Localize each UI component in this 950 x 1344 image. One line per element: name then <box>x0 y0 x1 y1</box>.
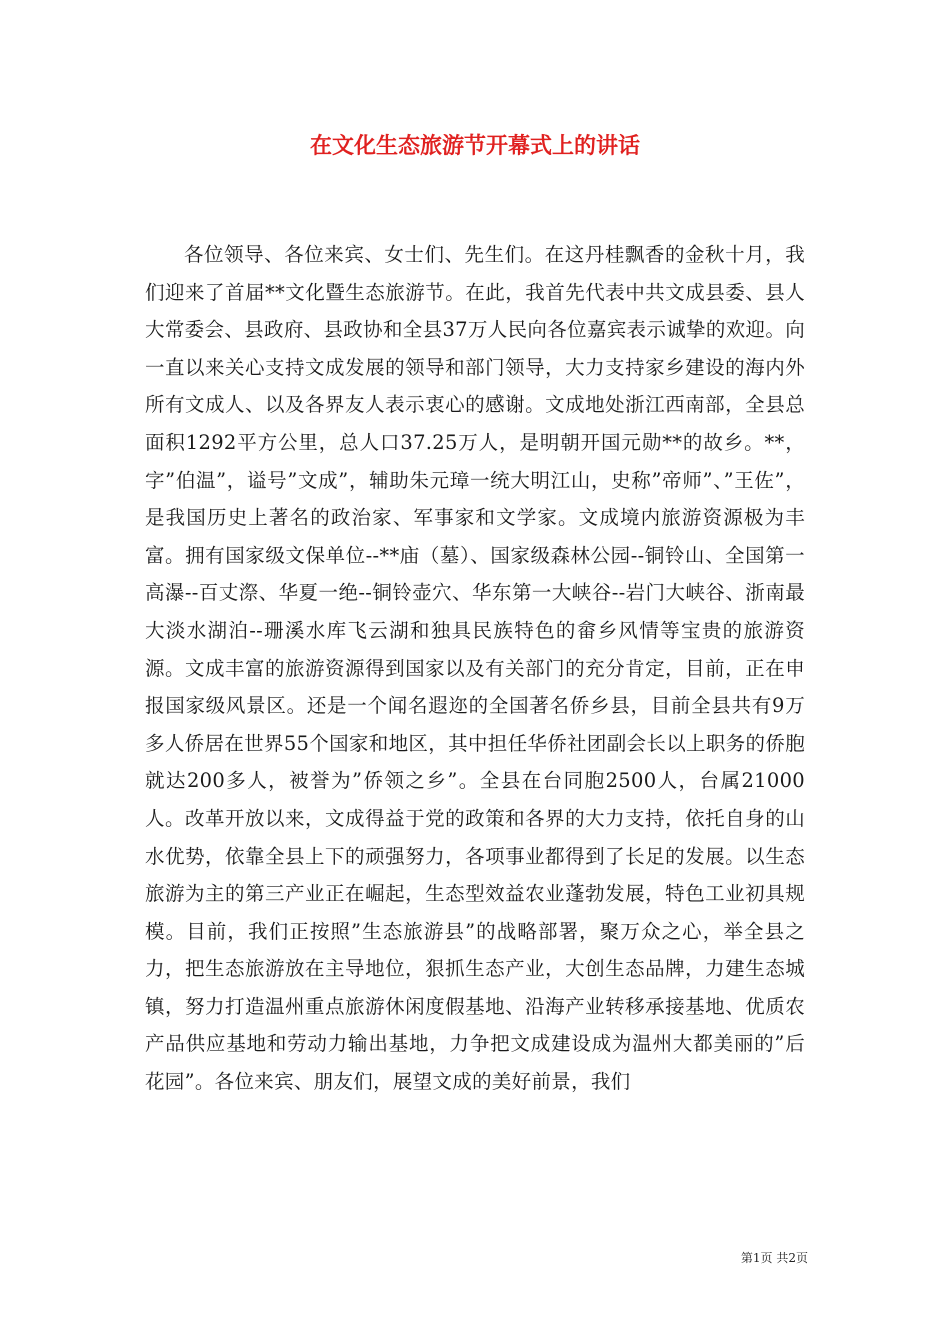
document-title: 在文化生态旅游节开幕式上的讲话 <box>309 133 640 159</box>
document-body-paragraph: 各位领导、各位来宾、女士们、先生们。在这丹桂飘香的金秋十月，我们迎来了首届**文化暨生态旅游节。在此，我首先代表中共文成县委、县人大常委会、县政府、县政协和全县37万人民向各位嘉宾表示诚挚的欢迎。向一直以来关心支持文成发展的领导和部门领导，大力支持家乡建设的海内外所有文成人、以及各界友人表示衷心的感谢。文成地处浙江西南部，全县总面积1292平方公里，总人口37.25万人，是明朝开国元勋**的故乡。**，字”伯温”，谥号”文成”，辅助朱元璋一统大明江山，史称”帝师”、”王佐”，是我国历史上著名的政治家、军事家和文学家。文成境内旅游资源极为丰富。拥有国家级文保单位--**庙（墓）、国家级森林公园--铜铃山、全国第一高瀑--百丈漈、华夏一绝--铜铃壶穴、华东第一大峡谷--岩门大峡谷、浙南最大淡水湖泊--珊溪水库飞云湖和独具民族特色的畲乡风情等宝贵的旅游资源。文成丰富的旅游资源得到国家以及有关部门的充分肯定，目前，正在申报国家级风景区。还是一个闻名遐迩的全国著名侨乡县，目前全县共有9万多人侨居在世界55个国家和地区，其中担任华侨社团副会长以上职务的侨胞就达200多人，被誉为”侨领之乡”。全县在台同胞2500人，台属21000人。改革开放以来，文成得益于党的政策和各界的大力支持，依托自身的山水优势，依靠全县上下的顽强努力，各项事业都得到了长足的发展。以生态旅游为主的第三产业正在崛起，生态型效益农业蓬勃发展，特色工业初具规模。目前，我们正按照”生态旅游县”的战略部署，聚万众之心，举全县之力，把生态旅游放在主导地位，狠抓生态产业，大创生态品牌，力建生态城镇，努力打造温州重点旅游休闲度假基地、沿海产业转移承接基地、优质农产品供应基地和劳动力输出基地，力争把文成建设成为温州大都美丽的”后花园”。各位来宾、朋友们，展望文成的美好前景，我们 <box>145 243 805 1094</box>
page-number-indicator: 第1页 共2页 <box>740 1251 808 1265</box>
